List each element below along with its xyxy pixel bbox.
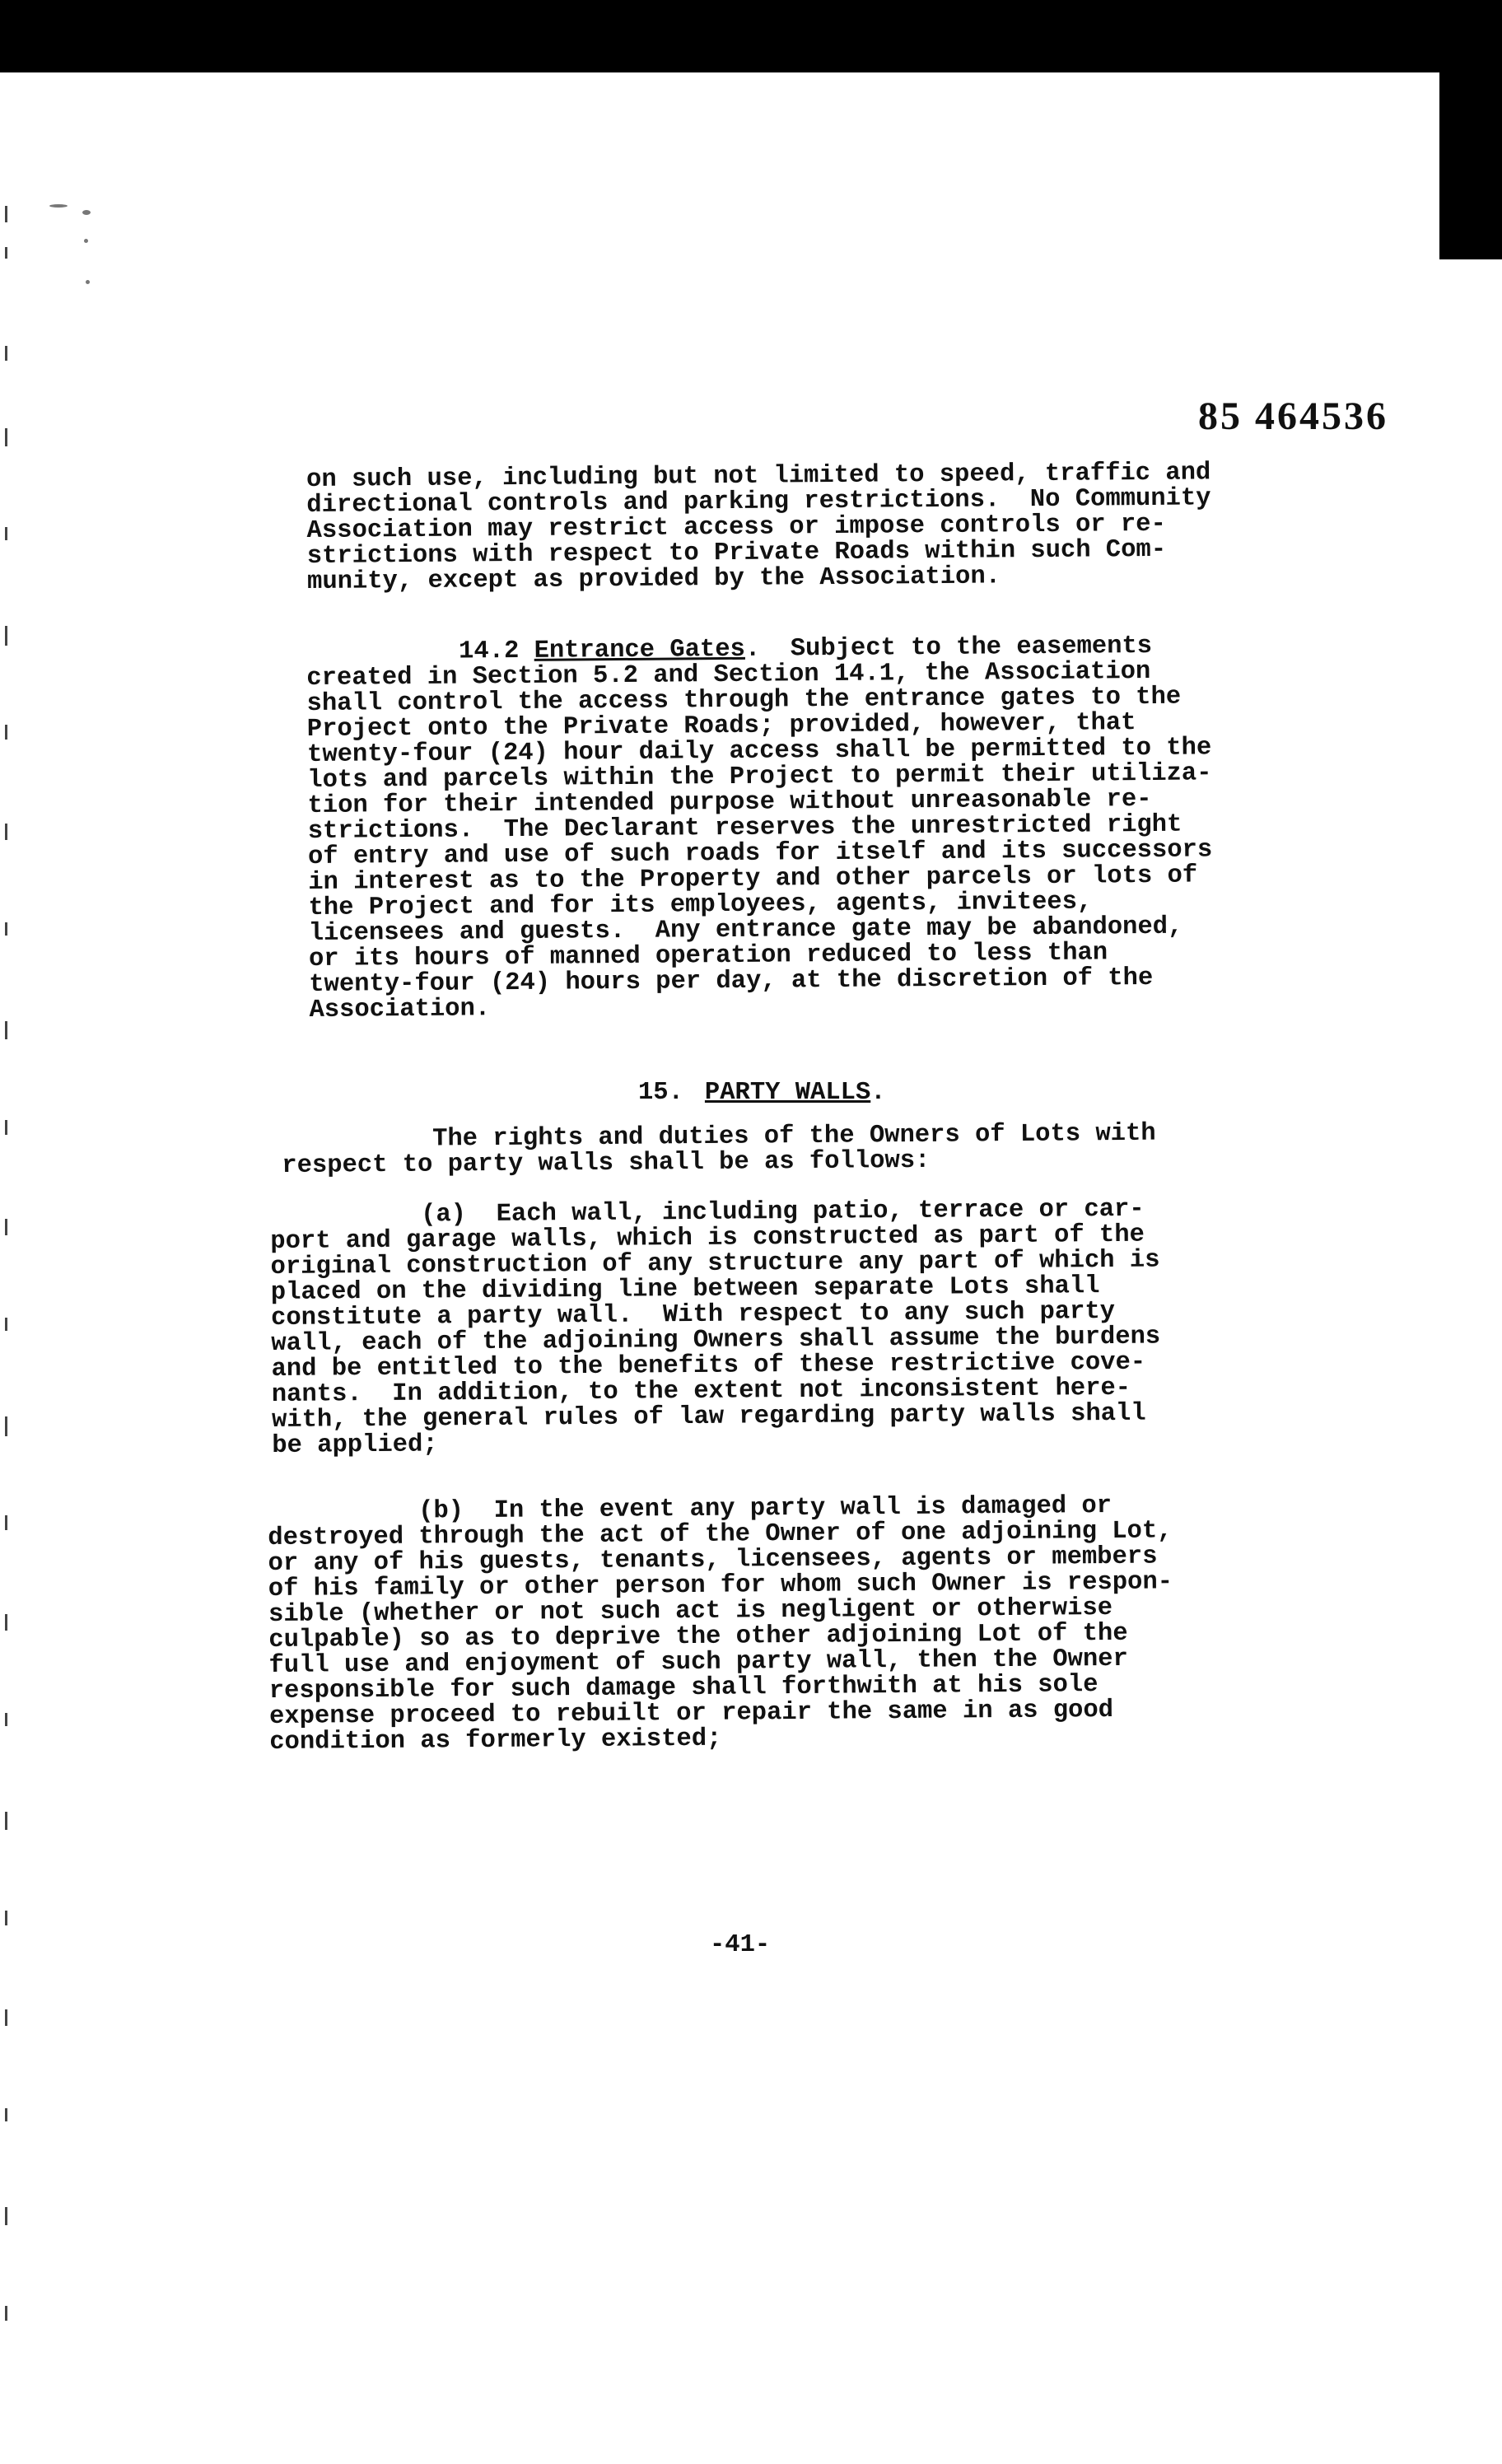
document-number: 85 464536: [1198, 394, 1388, 438]
section-15-item-a: (a) Each wall, including patio, terrace or car- port and garage walls, which is constructed as part of the original construction of any structure any part of which is placed on the dividing line between separate Lots shall constitute a party wall. With respect to any such party wall, each of the adjoining Owners shall assume the burdens and be entitled to the benefits of these restrictive cove- nants. In addition, to the extent not inconsistent here- with, the general rules of law regarding party walls shall be applied;: [269, 1195, 1161, 1460]
section-15-item-b: (b) In the event any party wall is damaged or destroyed through the act of the Owner of one adjoining Lot, or any of his guests, tenants, licensees, agents or members of his family or other person for whom such Owner is respon- sible (whether or not such act is negligent or otherwise culpable) so as to deprive the other adjoining Lot of the full use and enjoyment of such party wall, then the Owner responsible for such damage shall forthwith at his sole expense proceed to rebuilt or repair the same in as good condition as formerly existed;: [267, 1491, 1173, 1757]
scan-speck: [49, 204, 68, 208]
scan-speck: [82, 210, 91, 215]
section-15-title-period: .: [870, 1079, 886, 1107]
section-15-heading: [638, 1079, 886, 1107]
section-14-2-title: Entrance Gates: [534, 635, 746, 665]
paragraph-continuation: on such use, including but not limited to speed, traffic and directional controls and parking restrictions. No Community Association may restrict access or impose controls or re- strictions with respect to Private Roads within such Com- munity, except as provided by the Association.: [306, 459, 1211, 596]
page-number: -41-: [710, 1931, 771, 1959]
section-15-intro: The rights and duties of the Owners of Lots with respect to party walls shall be as follows:: [281, 1119, 1156, 1180]
scanned-page-right-edge: [1439, 259, 1502, 2464]
scan-margin-marks: [0, 0, 25, 2464]
section-14-2-body: . Subject to the easements created in Section 5.2 and Section 14.1, the Association shall control the access through the entrance gates to the Project onto the Private Roads; provided, however, that twenty-four (24) hour daily access shall be permitted to the lots and parcels within the Project to permit their utiliza- tion for their intended purpose without unreasonable re- strictions. The Declarant reserves the unrestricted right of entry and use of such roads for itself and its successors in interest as to the Property and other parcels or lots of the Project and for its employees, agents, invitees, licensees and guests. Any entrance gate may be abandoned, or its hours of manned operation reduced to less than twenty-four (24) hours per day, at the discretion of the Association.: [306, 632, 1213, 1024]
scan-border-notch: [1439, 72, 1502, 259]
section-15-title: PARTY WALLS: [704, 1079, 871, 1107]
section-14-2-number: 14.2: [458, 637, 520, 666]
scan-speck: [86, 280, 90, 284]
scan-speck: [84, 239, 88, 243]
section-14-2-paragraph: [306, 632, 1331, 1024]
section-15-number: 15.: [638, 1079, 683, 1107]
